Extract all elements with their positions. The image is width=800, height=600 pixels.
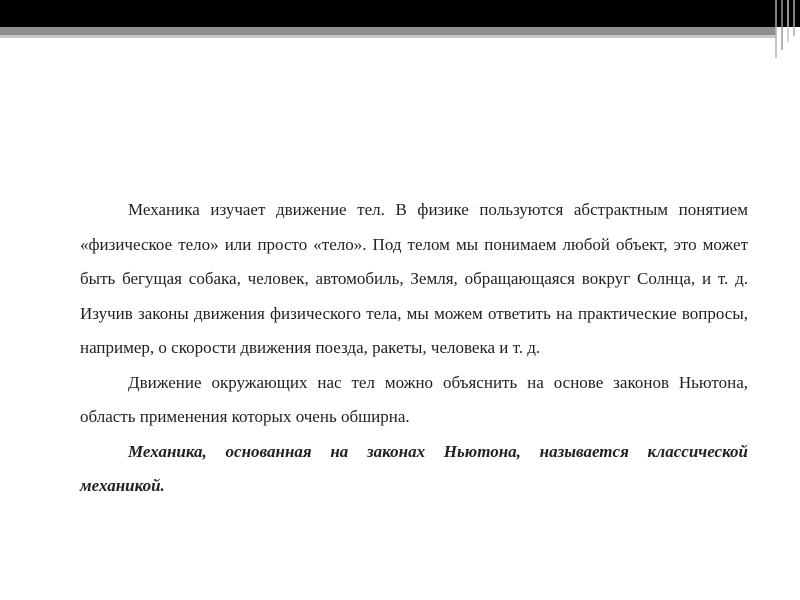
header-stripe-light	[0, 35, 776, 38]
header-stripe	[0, 27, 776, 35]
paragraph-mechanics-intro: Механика изучает движение тел. В физике пользуются абстрактным понятием «физическое тело» или просто «тело». Под телом мы понимаем любой объект, это может быть бегущая собака, человек, автомобиль, Земля, обращающаяся вокруг Солнца, и т. д. Изучив законы движения физического тела, мы можем ответить на практические вопросы, например, о скорости движения поезда, ракеты, человека и т. д.	[80, 200, 748, 357]
corner-decoration-icon	[770, 0, 800, 60]
slide-body-text	[80, 193, 748, 504]
paragraph-classical-mechanics: Механика, основанная на законах Ньютона, называется классической механикой.	[80, 441, 748, 495]
paragraph-newton-laws: Движение окружающих нас тел можно объяснить на основе законов Ньютона, область применения которых очень обширна.	[80, 372, 748, 426]
header-bar	[0, 0, 800, 27]
